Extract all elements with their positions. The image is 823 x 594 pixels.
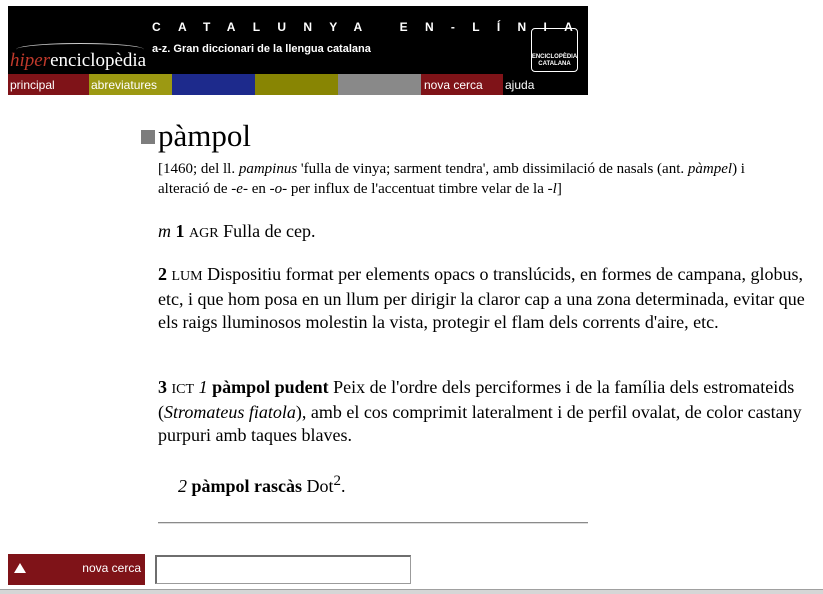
sense-1: m 1 AGR Fulla de cep. [158, 221, 316, 241]
nav-nova-cerca[interactable]: nova cerca [421, 74, 503, 95]
etymology: [1460; del ll. pampinus 'fulla de vinya; sarment tendra', amb dissimilació de nasals (ant. pàmpel) i alteració de -e- en -o- per influx de l'accentuat timbre velar de la -l] [158, 161, 745, 197]
nav-principal[interactable]: principal [8, 74, 89, 95]
site-subtitle: a-z. Gran diccionari de la llengua catalana [152, 43, 371, 55]
nav-ajuda[interactable]: ajuda [503, 74, 588, 95]
headword-bullet-icon [141, 130, 155, 144]
nav-abreviatures[interactable]: abreviatures [89, 74, 172, 95]
nova-cerca-button[interactable] [8, 554, 145, 585]
up-arrow-icon [14, 563, 26, 573]
search-input[interactable] [155, 555, 411, 584]
divider [158, 522, 588, 524]
logo-text: ENCICLOPÈDIA CATALANA [531, 54, 578, 67]
cross-reference-link[interactable]: Dot [302, 476, 334, 496]
nova-cerca-label: nova cerca [82, 561, 141, 575]
nav-blank-grey[interactable] [338, 74, 421, 95]
nav-bar [8, 74, 588, 95]
enciclopedia-catalana-logo[interactable] [531, 28, 578, 72]
site-title: CATALUNYA EN-LÍNIA [152, 20, 591, 34]
brand-rest: enciclopèdia [50, 50, 147, 71]
sense-3: 3 ICT 1 pàmpol pudent Peix de l'ordre dels perciformes i de la família dels estromateids (Stromateus fiatola), amb el cos comprimit lateralment i de perfil ovalat, de color castany purpuri amb taques blaves. [158, 377, 802, 445]
brand-logo[interactable] [10, 50, 146, 72]
brand-prefix: hiper [10, 50, 51, 71]
headword: pàmpol [158, 118, 251, 153]
header-banner [8, 6, 591, 74]
window-bottom-edge [0, 589, 823, 594]
sense-3-2: 2 pàmpol rascàs Dot$^2$. [178, 473, 346, 496]
nav-blank-blue[interactable] [172, 74, 255, 95]
nav-blank-olive[interactable] [255, 74, 338, 95]
sense-2: 2 LUM Dispositiu format per elements opacs o translúcids, en formes de campana, globus, etc, i que hom posa en un llum per dirigir la claror cap a una zona determinada, evitar que els raigs lluminosos molestin la vista, protegir el flam dels corrents d'aire, etc. [158, 264, 805, 332]
